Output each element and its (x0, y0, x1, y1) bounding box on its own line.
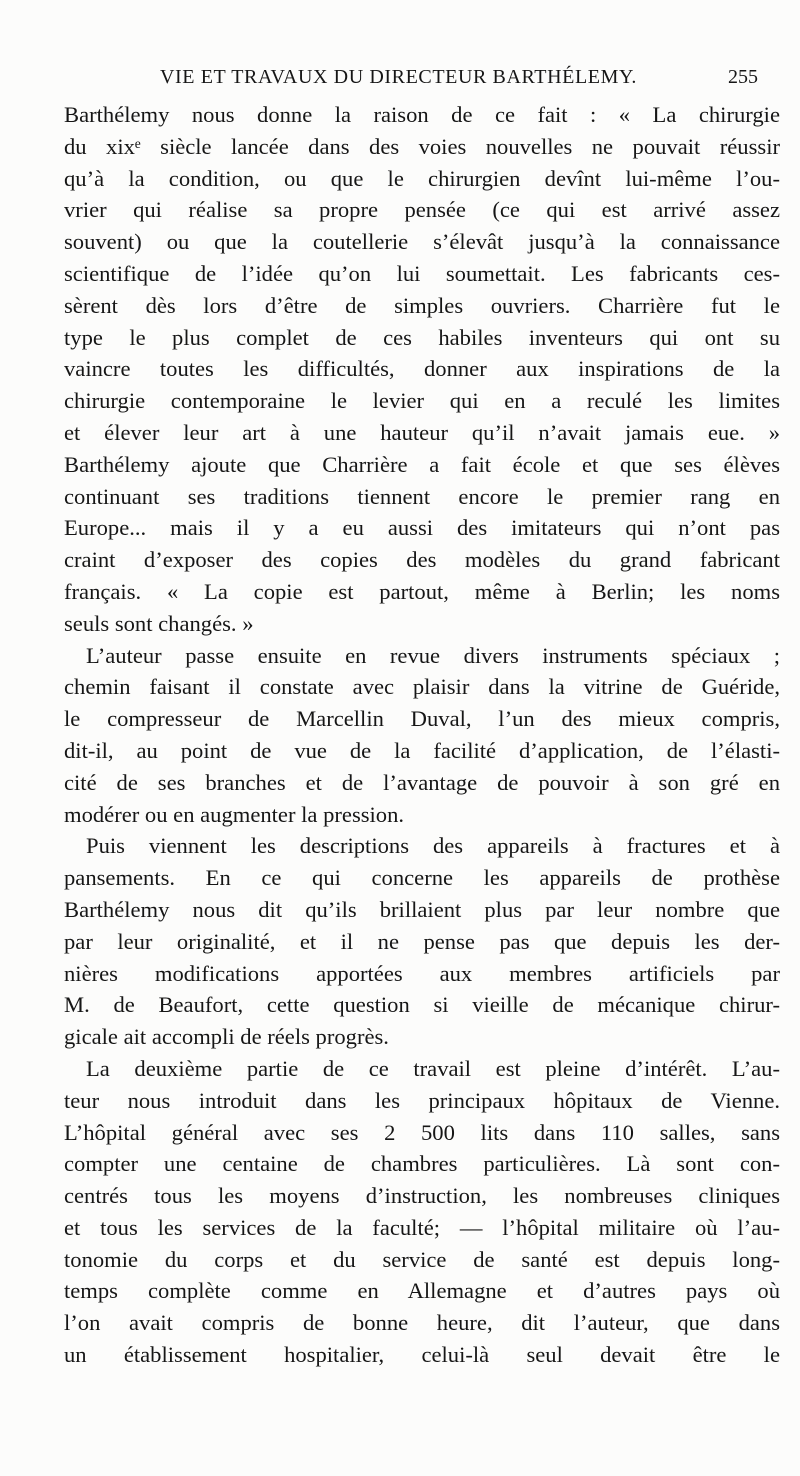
text-line: cité de ses branches et de l’avantage de pouvoir à son gré en (64, 769, 780, 795)
text-line: nières modifications apportées aux membres artificiels par (64, 960, 780, 986)
text-line: chirurgie contemporaine le levier qui en a reculé les limites (64, 388, 780, 414)
text-line: vrier qui réalise sa propre pensée (ce qui est arrivé assez (64, 197, 780, 223)
text-line: et tous les services de la faculté; — l’hôpital militaire où l’au- (64, 1214, 780, 1240)
text-line: seuls sont changés. » (64, 610, 254, 636)
text-line: l’on avait compris de bonne heure, dit l’auteur, que dans (64, 1310, 780, 1336)
text-line: scientifique de l’idée qu’on lui soumettait. Les fabricants ces- (64, 260, 780, 286)
text-line: modérer ou en augmenter la pression. (64, 801, 405, 827)
text-line: compter une centaine de chambres particulières. Là sont con- (64, 1151, 780, 1177)
text-line: qu’à la condition, ou que le chirurgien devînt lui-même l’ou- (64, 165, 780, 191)
text-line: Barthélemy nous dit qu’ils brillaient plus par leur nombre que (64, 896, 780, 922)
text-line: continuant ses traditions tiennent encore le premier rang en (64, 483, 780, 509)
text-line: gicale ait accompli de réels progrès. (64, 1024, 389, 1050)
text-line: teur nous introduit dans les principaux hôpitaux de Vienne. (64, 1087, 780, 1113)
running-title: VIE ET TRAVAUX DU DIRECTEUR BARTHÉLEMY. (160, 66, 638, 88)
text-line: du xixᵉ siècle lancée dans des voies nouvelles ne pouvait réussir (64, 133, 780, 159)
text-line: temps complète comme en Allemagne et d’autres pays où (64, 1278, 780, 1304)
text-line: tonomie du corps et du service de santé est depuis long- (64, 1246, 780, 1272)
text-line: La deuxième partie de ce travail est pleine d’intérêt. L’au- (86, 1055, 780, 1081)
text-line: M. de Beaufort, cette question si vieille de mécanique chirur- (64, 992, 780, 1018)
text-line: centrés tous les moyens d’instruction, les nombreuses cliniques (64, 1183, 780, 1209)
text-line: sèrent dès lors d’être de simples ouvriers. Charrière fut le (64, 292, 780, 318)
text-line: vaincre toutes les difficultés, donner aux inspirations de la (64, 356, 780, 382)
text-line: pansements. En ce qui concerne les appareils de prothèse (64, 865, 780, 891)
text-line: un établissement hospitalier, celui-là seul devait être le (64, 1342, 780, 1368)
text-line: le compresseur de Marcellin Duval, l’un des mieux compris, (64, 706, 780, 732)
text-line: chemin faisant il constate avec plaisir dans la vitrine de Guéride, (64, 674, 780, 700)
text-line: type le plus complet de ces habiles inventeurs qui ont su (64, 324, 780, 350)
text-line: souvent) ou que la coutellerie s’élevât jusqu’à la connaissance (64, 229, 780, 255)
text-line: L’auteur passe ensuite en revue divers instruments spéciaux ; (86, 642, 780, 668)
text-line: L’hôpital général avec ses 2 500 lits dans 110 salles, sans (64, 1119, 780, 1145)
body-text (64, 99, 780, 1371)
text-line: Puis viennent les descriptions des appareils à fractures et à (86, 833, 780, 859)
text-line: français. « La copie est partout, même à Berlin; les noms (64, 578, 780, 604)
text-line: Europe... mais il y a eu aussi des imitateurs qui n’ont pas (64, 515, 780, 541)
text-line: craint d’exposer des copies des modèles du grand fabricant (64, 547, 780, 573)
text-line: dit-il, au point de vue de la facilité d’application, de l’élasti- (64, 737, 780, 763)
page-number: 255 (728, 66, 758, 88)
text-line: par leur originalité, et il ne pense pas que depuis les der- (64, 928, 780, 954)
text-line: Barthélemy nous donne la raison de ce fait : « La chirurgie (64, 102, 780, 127)
running-head (62, 66, 768, 96)
text-line: Barthélemy ajoute que Charrière a fait école et que ses élèves (64, 451, 780, 477)
text-line: et élever leur art à une hauteur qu’il n’avait jamais eue. » (64, 419, 780, 445)
